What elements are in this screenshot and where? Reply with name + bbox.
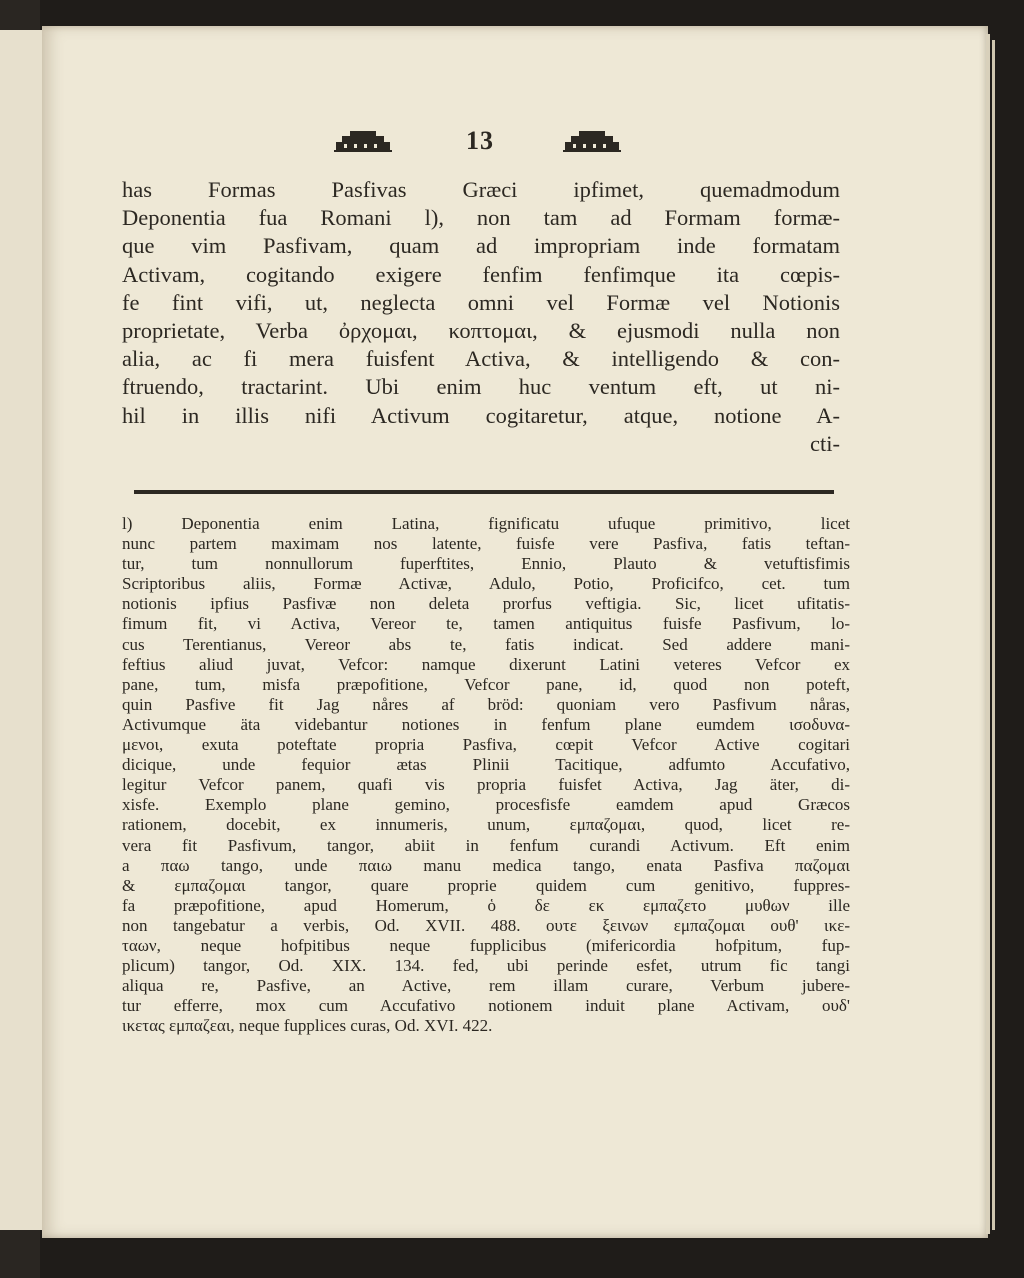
ornament-left-icon — [334, 128, 392, 154]
footnote-line: rationem, docebit, ex innumeris, unum, εμπαζομαι, quod, licet re- — [122, 815, 850, 835]
page-header — [334, 126, 664, 176]
ornament-right-icon — [563, 128, 621, 154]
main-text — [122, 176, 840, 458]
footnote-line: cus Terentianus, Vereor abs te, fatis indicat. Sed addere mani- — [122, 634, 850, 654]
footnote-line: ταων, neque hofpitibus neque fupplicibus (mifericordia hofpitum, fup- — [122, 935, 850, 955]
text-line: que vim Pasfivam, quam ad impropriam inde formatam — [122, 233, 840, 259]
page-number: 13 — [466, 126, 494, 155]
page-stack-edge — [992, 40, 995, 1230]
footnote-line: ικετας εμπαζεαι, neque fupplices curas, Od. XVI. 422. — [122, 1016, 493, 1036]
previous-page-edge — [0, 30, 46, 1230]
footnote-line: nunc partem maximam nos latente, fuisfe vere Pasfiva, fatis teftan- — [122, 534, 850, 554]
footnote-line: xisfe. Exemplo plane gemino, procesfisfe eamdem apud Græcos — [122, 795, 850, 815]
footnote-line: legitur Vefcor panem, quafi vis propria fuisfet Activa, Jag äter, di- — [122, 775, 850, 795]
text-line: hil in illis nifi Activum cogitaretur, atque, notione A- — [122, 402, 840, 428]
footnote-line: Scriptoribus aliis, Formæ Activæ, Adulo, Potio, Proficifco, cet. tum — [122, 574, 850, 594]
page-stack-edge — [986, 34, 990, 1234]
footnote-line: dicique, unde fequior ætas Plinii Tacitique, adfumto Accufativo, — [122, 755, 850, 775]
text-line: fe fint vifi, ut, neglecta omni vel Formæ vel Notionis — [122, 289, 840, 315]
footnote-line: non tangebatur a verbis, Od. XVII. 488. ουτε ξεινων εμπαζομαι ουθ' ικε- — [122, 915, 850, 935]
footnote-line: aliqua re, Pasfive, an Active, rem illam curare, Verbum jubere- — [122, 976, 850, 996]
footnote-line: tur efferre, mox cum Accufativo notionem induit plane Activam, ουδ' — [122, 996, 850, 1016]
footnote-line: fa præpofitione, apud Homerum, ὁ δε εκ εμπαζετο μυθων ille — [122, 895, 850, 915]
footnote-line: pane, tum, misfa præpofitione, Vefcor pane, id, quod non poteft, — [122, 674, 850, 694]
footnote-line: & εμπαζομαι tangor, quare proprie quidem cum genitivo, fuppres- — [122, 875, 850, 895]
text-line: Activam, cogitando exigere fenfim fenfimque ita cœpis- — [122, 261, 840, 287]
book-page — [42, 26, 988, 1238]
footnote-line: plicum) tangor, Od. XIX. 134. fed, ubi perinde esfet, utrum fic tangi — [122, 956, 850, 976]
footnote-line: a παω tango, unde παιω manu medica tango, enata Pasfiva παζομαι — [122, 855, 850, 875]
catchword: cti- — [810, 430, 840, 456]
footnote-line: vera fit Pasfivum, tangor, abiit in fenfum curandi Activum. Eft enim — [122, 835, 850, 855]
text-line: proprietate, Verba ὀρχομαι, κοπτομαι, & ejusmodi nulla non — [122, 318, 840, 344]
footnote-line: feftius aliud juvat, Vefcor: namque dixerunt Latini veteres Vefcor ex — [122, 654, 850, 674]
text-line: alia, ac fi mera fuisfent Activa, & intelligendo & con- — [122, 346, 840, 372]
text-line: Deponentia fua Romani l), non tam ad Formam formæ- — [122, 205, 840, 231]
text-line: ftruendo, tractarint. Ubi enim huc ventum eft, ut ni- — [122, 374, 840, 400]
text-line: has Formas Pasfivas Græci ipfimet, quemadmodum — [122, 177, 840, 202]
footnote-line: Activumque äta videbantur notiones in fenfum plane eumdem ισοδυνα- — [122, 714, 850, 734]
footnote-line: quin Pasfive fit Jag nåres af bröd: quoniam vero Pasfivum nåras, — [122, 694, 850, 714]
footnote-line: tur, tum nonnullorum fuperftites, Ennio, Plauto & vetuftisfimis — [122, 554, 850, 574]
footnote-line: fimum fit, vi Activa, Vereor te, tamen antiquitus fuisfe Pasfivum, lo- — [122, 614, 850, 634]
footnote-line: l) Deponentia enim Latina, fignificatu ufuque primitivo, licet — [122, 514, 850, 533]
footnote-line: μενοι, exuta poteftate propria Pasfiva, cœpit Vefcor Active cogitari — [122, 735, 850, 755]
footnote — [122, 514, 850, 1036]
footnote-rule — [134, 490, 834, 494]
footnote-line: notionis ipfius Pasfivæ non deleta prorfus veftigia. Sic, licet ufitatis- — [122, 594, 850, 614]
